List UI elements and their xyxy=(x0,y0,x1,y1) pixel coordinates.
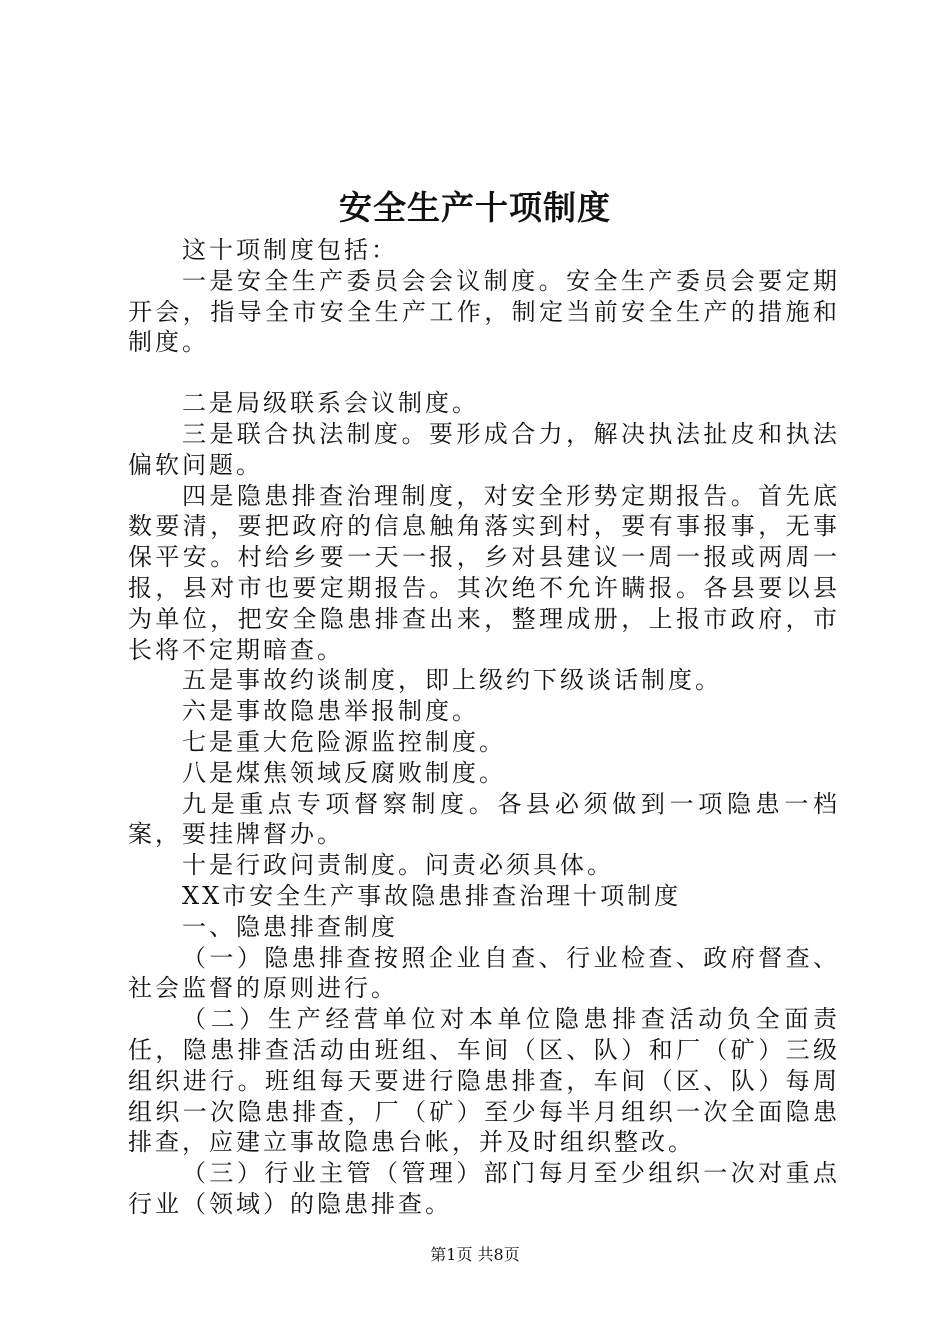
page-number-footer: 第1页 共8页 xyxy=(430,1245,520,1264)
paragraph-intro: 这十项制度包括： xyxy=(182,236,398,264)
paragraph-item-1: 一是安全生产委员会会议制度。安全生产委员会要定期开会，指导全市安全生产工作，制定当前安全生产的措施和制度。 xyxy=(128,266,840,357)
paragraph-item-5: 五是事故约谈制度，即上级约下级谈话制度。 xyxy=(182,666,722,695)
paragraph-item-2: 二是局级联系会议制度。 xyxy=(182,389,479,418)
subsection-heading: 一、隐患排查制度 xyxy=(182,912,398,941)
document-body xyxy=(128,235,840,1220)
paragraph-item-7: 七是重大危险源监控制度。 xyxy=(182,727,506,756)
clause-2: （二）生产经营单位对本单位隐患排查活动负全面责任，隐患排查活动由班组、车间（区、队）和厂（矿）三级组织进行。班组每天要进行隐患排查，车间（区、队）每周组织一次隐患排查，厂（矿）至少每半月组织一次全面隐患排查，应建立事故隐患台帐，并及时组织整改。 xyxy=(128,1005,840,1157)
paragraph-item-3: 三是联合执法制度。要形成合力，解决执法扯皮和执法偏软问题。 xyxy=(128,419,840,479)
paragraph-item-8: 八是煤焦领域反腐败制度。 xyxy=(182,758,506,787)
paragraph-item-6: 六是事故隐患举报制度。 xyxy=(182,697,479,726)
paragraph-item-10: 十是行政问责制度。问责必须具体。 xyxy=(182,851,614,880)
clause-3: （三）行业主管（管理）部门每月至少组织一次对重点行业（领域）的隐患排查。 xyxy=(128,1159,840,1218)
section-heading: XX市安全生产事故隐患排查治理十项制度 xyxy=(182,881,682,910)
paragraph-item-9: 九是重点专项督察制度。各县必须做到一项隐患一档案，要挂牌督办。 xyxy=(128,789,840,849)
clause-1: （一）隐患排查按照企业自查、行业检查、政府督查、社会监督的原则进行。 xyxy=(128,943,840,1003)
document-title: 安全生产十项制度 xyxy=(339,188,611,227)
paragraph-item-4: 四是隐患排查治理制度，对安全形势定期报告。首先底数要清，要把政府的信息触角落实到村，要有事报事，无事保平安。村给乡要一天一报，乡对县建议一周一报或两周一报，县对市也要定期报告。其次绝不允许瞒报。各县要以县为单位，把安全隐患排查出来，整理成册，上报市政府，市长将不定期暗查。 xyxy=(128,481,840,664)
